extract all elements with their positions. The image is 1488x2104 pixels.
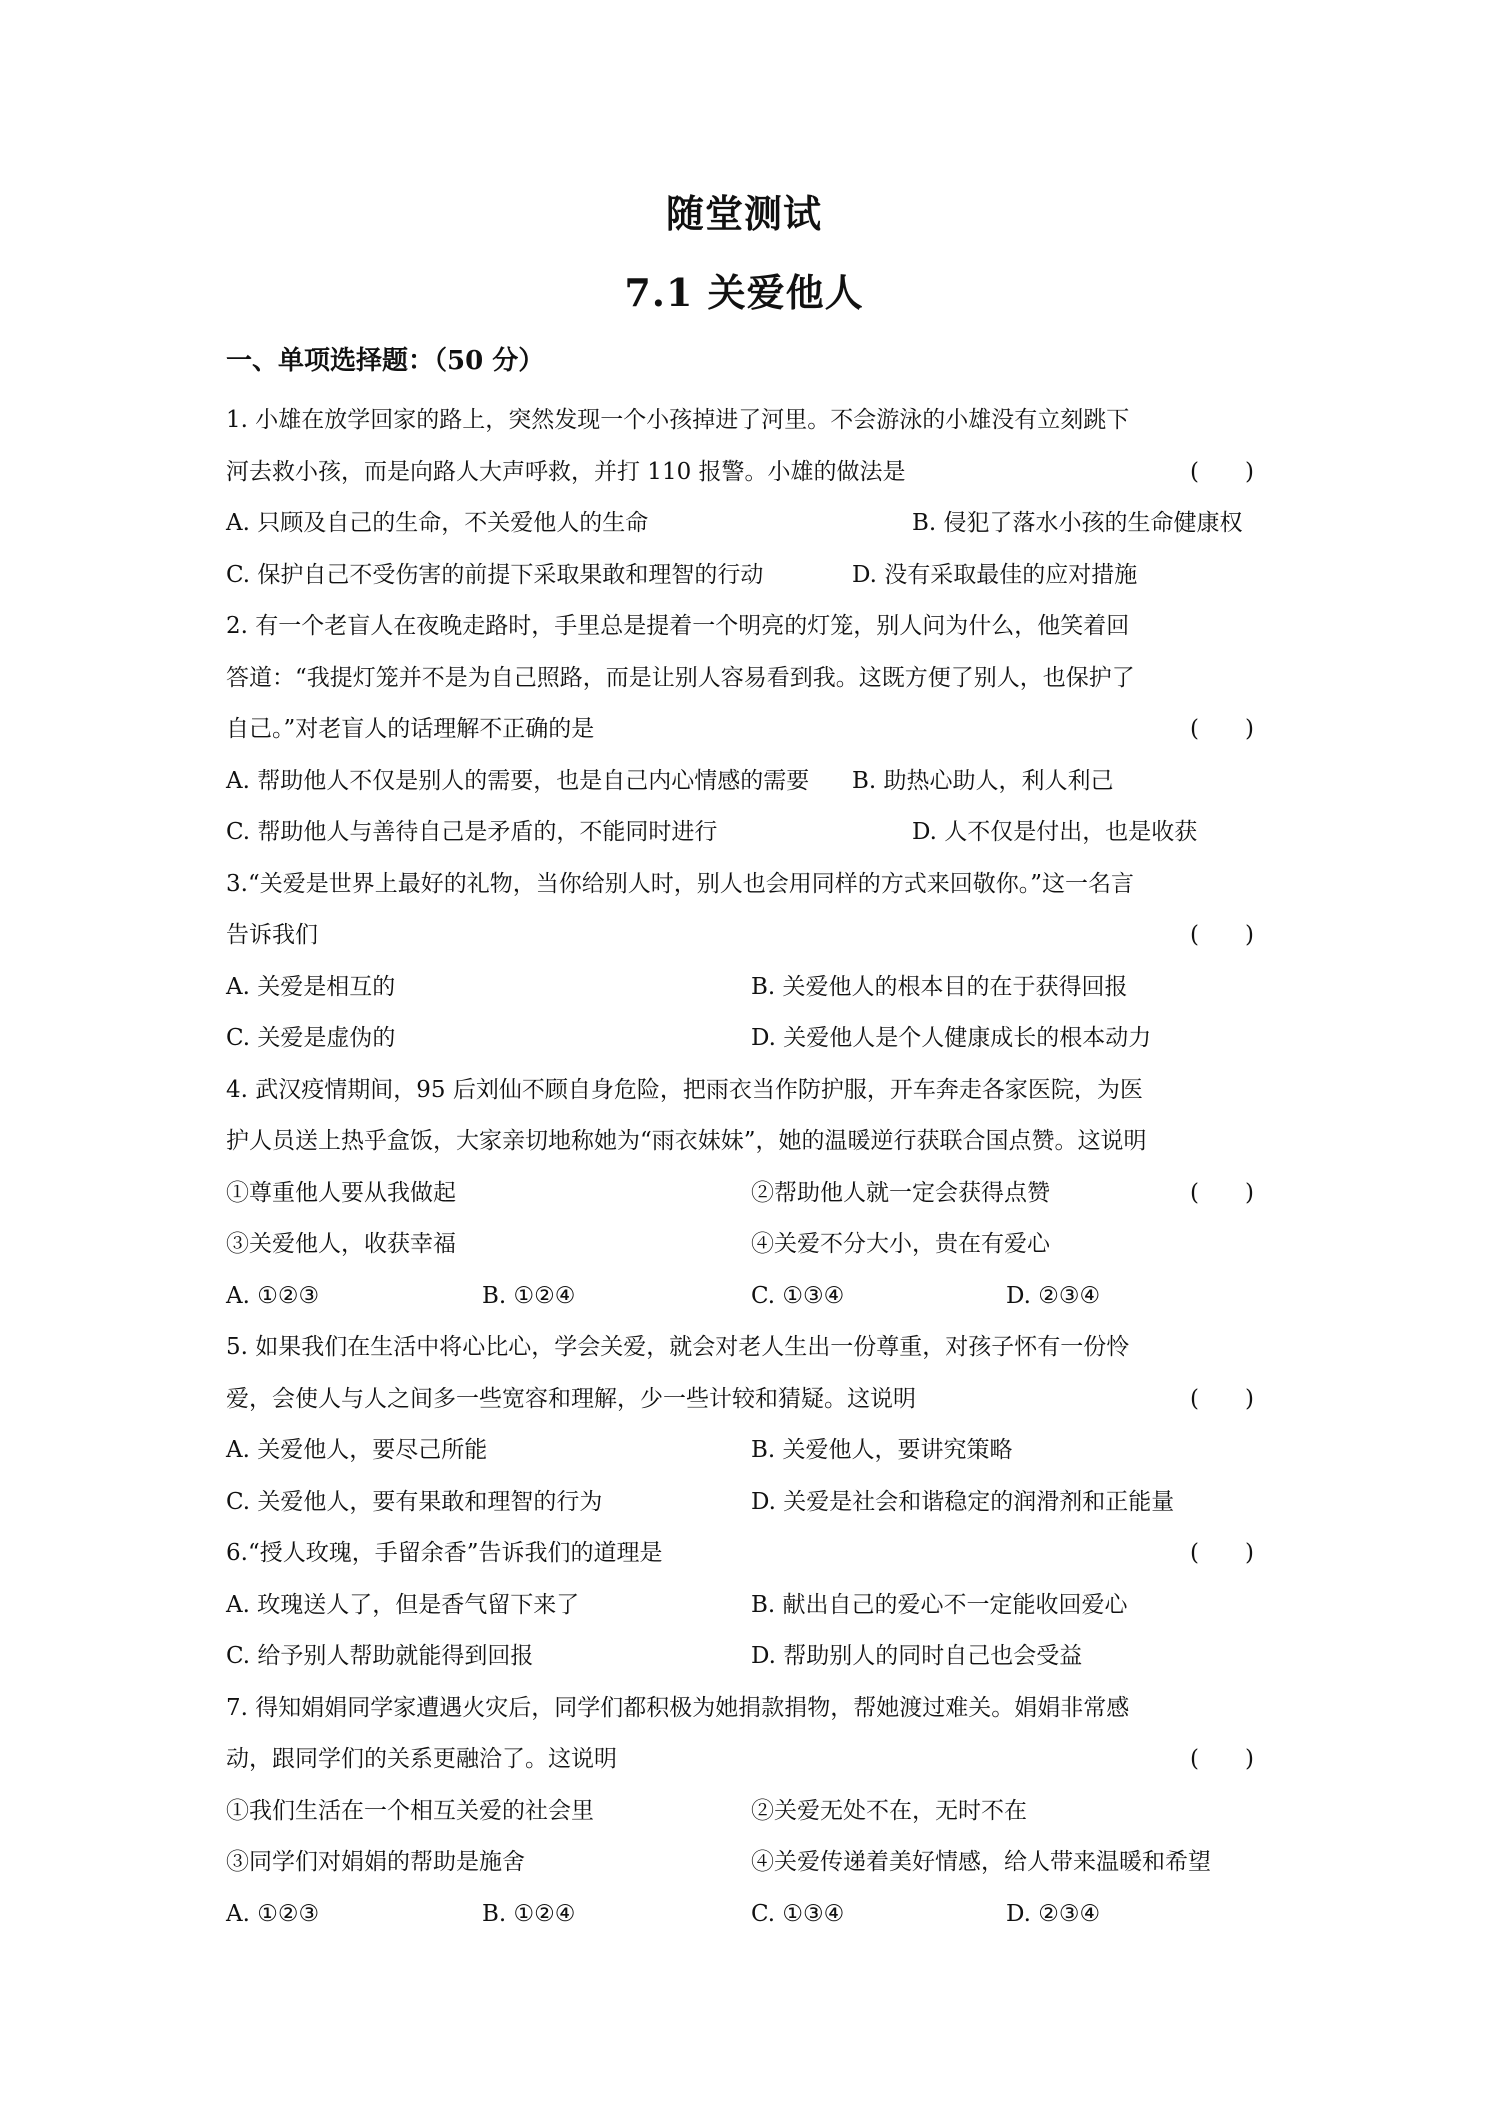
question-3-stem-line-1: 3.“关爱是世界上最好的礼物，当你给别人时，别人也会用同样的方式来回敬你。”这一名言	[226, 870, 1134, 897]
question-4-options-row	[226, 1271, 1266, 1323]
option-d: D. ②③④	[1006, 1900, 1101, 1927]
answer-bracket: ( )	[1190, 1540, 1254, 1566]
option-a: A. 玫瑰送人了，但是香气留下来了	[226, 1591, 580, 1618]
option-d: D. 帮助别人的同时自己也会受益	[751, 1643, 1083, 1669]
option-b: B. 献出自己的爱心不一定能收回爱心	[751, 1591, 1128, 1618]
option-c: C. 关爱他人，要有果敢和理智的行为	[226, 1488, 603, 1515]
question-6-options-row-1	[226, 1580, 1266, 1632]
statement-4: ④关爱不分大小，贵在有爱心	[751, 1231, 1050, 1257]
question-1-options-row-1	[226, 498, 1266, 550]
section-heading: 一、单项选择题：（50 分）	[226, 346, 545, 376]
option-a: A. ①②③	[226, 1900, 320, 1927]
statement-1: ①我们生活在一个相互关爱的社会里	[226, 1797, 594, 1824]
statement-4: ④关爱传递着美好情感，给人带来温暖和希望	[751, 1849, 1211, 1875]
question-7-statements-row-2	[226, 1837, 1266, 1889]
answer-bracket: ( )	[1190, 716, 1254, 742]
question-2-options-row-1	[226, 756, 1266, 808]
option-c: C. 帮助他人与善待自己是矛盾的，不能同时进行	[226, 819, 718, 845]
question-3-stem-line-2: 告诉我们 ( )	[226, 910, 1266, 962]
question-1-options-row-2	[226, 550, 1266, 602]
question-1-stem-line-2: 河去救小孩，而是向路人大声呼救，并打 110 报警。小雄的做法是 ( )	[226, 447, 1266, 499]
option-a: A. 只顾及自己的生命，不关爱他人的生命	[226, 510, 649, 536]
answer-bracket: ( )	[1190, 1385, 1254, 1412]
question-5-stem-line-2: 爱，会使人与人之间多一些宽容和理解，少一些计较和猜疑。这说明 ( )	[226, 1374, 1266, 1426]
option-b: B. 关爱他人的根本目的在于获得回报	[751, 973, 1128, 1000]
question-2-stem-line-1: 2. 有一个老盲人在夜晚走路时，手里总是提着一个明亮的灯笼，别人问为什么，他笑着回	[226, 613, 1130, 639]
option-b: B. 助热心助人，利人利己	[852, 767, 1114, 794]
question-6-stem-line-1: 6.“授人玫瑰，手留余香”告诉我们的道理是 ( )	[226, 1528, 1266, 1580]
option-b: B. ①②④	[482, 1900, 576, 1927]
question-list	[226, 395, 1266, 1940]
question-2-stem-line-3: 自己。”对老盲人的话理解不正确的是 ( )	[226, 704, 1266, 756]
answer-bracket: ( )	[1190, 1179, 1254, 1206]
question-4-stem-line-1: 4. 武汉疫情期间，95 后刘仙不顾自身危险，把雨衣当作防护服，开车奔走各家医院，为医	[226, 1076, 1143, 1103]
question-7-stem-line-1: 7. 得知娟娟同学家遭遇火灾后，同学们都积极为她捐款捐物，帮她渡过难关。娟娟非常感	[226, 1694, 1130, 1721]
option-a: A. 关爱是相互的	[226, 973, 396, 1000]
option-c: C. 给予别人帮助就能得到回报	[226, 1643, 534, 1669]
question-3-options-row-1	[226, 962, 1266, 1014]
option-d: D. 关爱是社会和谐稳定的润滑剂和正能量	[751, 1488, 1175, 1515]
answer-bracket: ( )	[1190, 922, 1254, 948]
question-7-stem-line-2: 动，跟同学们的关系更融洽了。这说明 ( )	[226, 1734, 1266, 1786]
question-7-statements-row-1	[226, 1786, 1266, 1838]
option-a: A. 帮助他人不仅是别人的需要，也是自己内心情感的需要	[226, 767, 810, 794]
option-b: B. 关爱他人，要讲究策略	[751, 1437, 1013, 1463]
statement-3: ③同学们对娟娟的帮助是施舍	[226, 1849, 525, 1875]
option-c: C. 关爱是虚伪的	[226, 1025, 396, 1051]
option-c: C. ①③④	[751, 1282, 845, 1309]
question-2-options-row-2	[226, 807, 1266, 859]
option-d: D. ②③④	[1006, 1282, 1101, 1309]
page-subtitle: 7.1 关爱他人	[624, 270, 864, 315]
option-d: D. 没有采取最佳的应对措施	[852, 561, 1138, 588]
statement-3: ③关爱他人，收获幸福	[226, 1231, 456, 1257]
question-6-options-row-2	[226, 1631, 1266, 1683]
question-5-stem-line-1: 5. 如果我们在生活中将心比心，学会关爱，就会对老人生出一份尊重，对孩子怀有一份怜	[226, 1334, 1130, 1360]
page-title: 随堂测试	[665, 191, 822, 236]
answer-bracket: ( )	[1190, 458, 1254, 485]
statement-2: ②帮助他人就一定会获得点赞	[751, 1179, 1050, 1206]
option-d: D. 人不仅是付出，也是收获	[912, 819, 1198, 845]
question-3-options-row-2	[226, 1013, 1266, 1065]
question-5-options-row-2	[226, 1477, 1266, 1529]
option-a: A. 关爱他人，要尽己所能	[226, 1437, 488, 1463]
question-4-stem-line-2: 护人员送上热乎盒饭，大家亲切地称她为“雨衣妹妹”，她的温暖逆行获联合国点赞。这说明	[226, 1128, 1147, 1154]
question-4-statements-row-2	[226, 1219, 1266, 1271]
question-5-options-row-1	[226, 1425, 1266, 1477]
option-c: C. ①③④	[751, 1900, 845, 1927]
question-1-stem-line-1: 1. 小雄在放学回家的路上，突然发现一个小孩掉进了河里。不会游泳的小雄没有立刻跳下	[226, 407, 1130, 433]
statement-2: ②关爱无处不在，无时不在	[751, 1797, 1027, 1824]
option-b: B. ①②④	[482, 1282, 576, 1309]
question-2-stem-line-2: 答道：“我提灯笼并不是为自己照路，而是让别人容易看到我。这既方便了别人，也保护了	[226, 664, 1135, 691]
option-b: B. 侵犯了落水小孩的生命健康权	[912, 510, 1243, 536]
option-d: D. 关爱他人是个人健康成长的根本动力	[751, 1025, 1152, 1051]
question-4-statements-row-1	[226, 1168, 1266, 1220]
statement-1: ①尊重他人要从我做起	[226, 1179, 456, 1206]
question-7-options-row	[226, 1889, 1266, 1941]
answer-bracket: ( )	[1190, 1746, 1254, 1772]
option-a: A. ①②③	[226, 1282, 320, 1309]
option-c: C. 保护自己不受伤害的前提下采取果敢和理智的行动	[226, 561, 764, 588]
